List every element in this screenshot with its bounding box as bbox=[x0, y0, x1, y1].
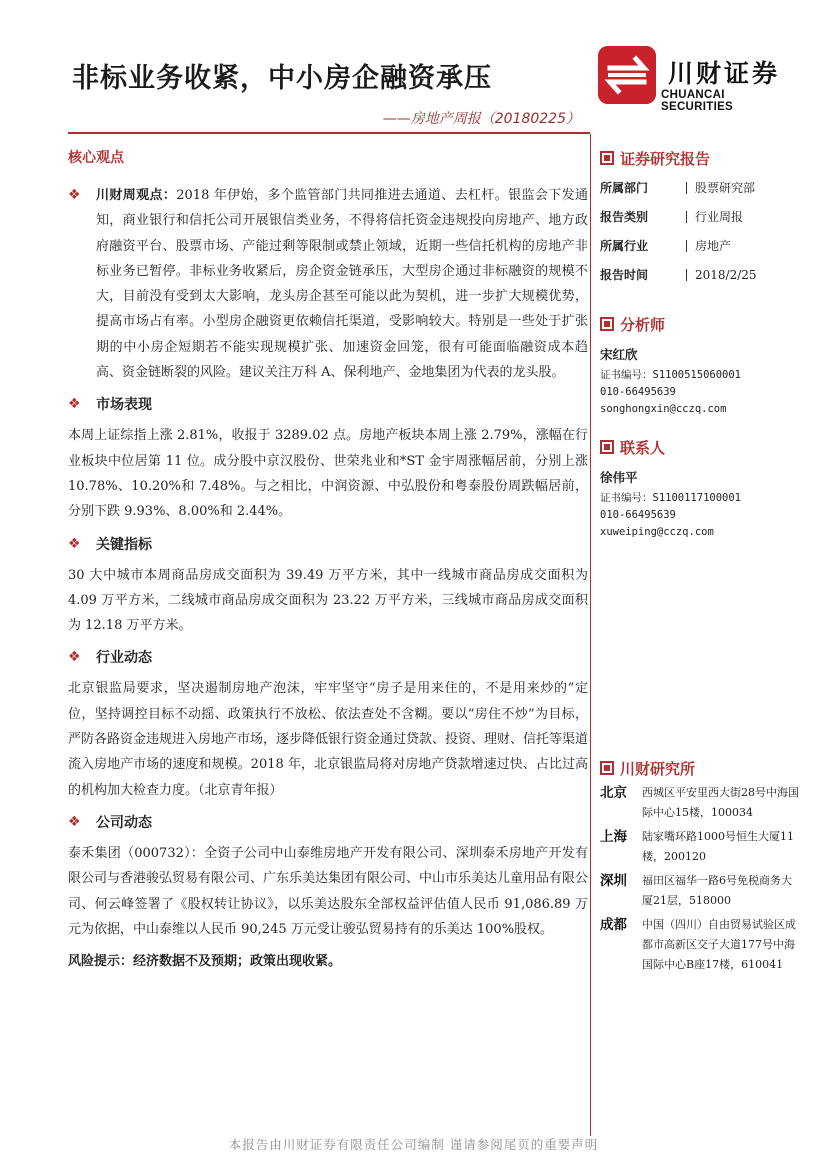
report-info-list bbox=[600, 173, 800, 289]
info-row: 报告类别 行业周报 bbox=[600, 209, 744, 224]
report-subtitle: ——房地产周报（20180225） bbox=[382, 111, 580, 127]
diamond-bullet-icon: ❖ bbox=[68, 187, 81, 203]
section-title: 市场表现 bbox=[96, 397, 152, 414]
analyst-name: 宋红欣 bbox=[600, 347, 638, 362]
report-title: 非标业务收紧，中小房企融资承压 bbox=[72, 63, 492, 94]
section-company-news bbox=[68, 811, 588, 942]
logo-name: 川财证券 bbox=[668, 59, 781, 88]
report-info-head: 证券研究报告 bbox=[600, 147, 800, 169]
section-text: 30 大中城市本周商品房成交面积为 39.49 万平方米，其中一线城市商品房成交面积为 4.09 万平方米，二线城市商品房成交面积为 23.22 万平方米，三线城市商品房成交面积为 12.18 万平方米。 bbox=[68, 567, 588, 634]
office-item: 深圳 福田区福华一路6号免税商务大厦21层，518000 bbox=[600, 873, 792, 907]
contact-phone: 010-66495639 bbox=[600, 509, 676, 521]
header-divider bbox=[68, 132, 590, 134]
contact-cert: 证书编号：S1100117100001 bbox=[600, 492, 742, 504]
square-bullet-icon bbox=[600, 440, 614, 454]
section-indicators bbox=[68, 533, 588, 639]
office-item: 成都 中国（四川）自由贸易试验区成都市高新区交子大道177号中海国际中心B座17楼，610041 bbox=[600, 917, 796, 971]
viewpoint-text: 2018 年伊始，多个监管部门共同推进去通道、去杠杆。银监会下发通知，商业银行和信托公司开展银信类业务，不得将信托资金违规投向房地产、地方政府融资平台、股票市场、产能过剩等限制或禁止领域，近期一些信托机构的房地产非标业务已暂停。非标业务收紧后，房企资金链承压，大型房企通过非标融资的规模不大，目前没有受到太大影响，龙头房企甚至可能以此为契机，进一步扩大规模优势，提高市场占有率。小型房企融资更依赖信托渠道，受影响较大。特别是一些处于扩张期的中小房企短期若不能实现规模扩张、加速资金回笼，很有可能面临融资成本趋高、资金链断裂的风险。建议关注万科 A、保利地产、金地集团为代表的龙头股。 bbox=[96, 188, 588, 381]
page-footer: 本报告由川财证券有限责任公司编制 谨请参阅尾页的重要声明 bbox=[228, 1137, 599, 1152]
info-row: 报告时间 2018/2/25 bbox=[600, 267, 757, 282]
section-industry-news bbox=[68, 646, 588, 802]
logo-english-name: CHUANCAI SECURITIES bbox=[661, 89, 734, 113]
contact-name: 徐伟平 bbox=[600, 470, 638, 485]
section-market bbox=[68, 393, 588, 524]
analyst-card bbox=[600, 345, 800, 418]
office-list bbox=[600, 783, 800, 975]
diamond-bullet-icon: ❖ bbox=[68, 535, 81, 552]
office-item: 北京 西城区平安里西大街28号中海国际中心15楼，100034 bbox=[600, 785, 799, 819]
contact-card bbox=[600, 468, 800, 541]
diamond-bullet-icon: ❖ bbox=[68, 813, 81, 830]
square-bullet-icon bbox=[600, 317, 614, 331]
section-text: 北京银监局要求，坚决遏制房地产泡沫，牢牢坚守“房子是用来住的，不是用来炒的”定位，坚持调控目标不动摇、政策执行不放松、依法查处不含糊。要以“房住不炒”为目标，严防各路资金违规进入房地产市场，逐步降低银行资金通过贷款、投资、理财、信托等渠道流入房地产市场的速度和规模。2018 年，北京银监局将对房地产贷款增速过快、占比过高的机构加大检查力度。（北京青年报） bbox=[68, 681, 589, 798]
diamond-bullet-icon: ❖ bbox=[68, 649, 81, 666]
sidebar bbox=[600, 147, 800, 975]
diamond-bullet-icon: ❖ bbox=[68, 396, 81, 413]
office-item: 上海 陆家嘴环路1000号恒生大厦11楼，200120 bbox=[600, 829, 794, 863]
logo-mark-icon bbox=[598, 46, 656, 104]
analyst-email[interactable]: songhongxin@cczq.com bbox=[600, 403, 727, 415]
core-view-title: 核心观点 bbox=[68, 150, 124, 166]
square-bullet-icon bbox=[600, 761, 614, 775]
contact-email[interactable]: xuweiping@cczq.com bbox=[600, 526, 714, 538]
info-row: 所属行业 房地产 bbox=[600, 238, 732, 253]
analyst-phone: 010-66495639 bbox=[600, 386, 676, 398]
analyst-head: 分析师 bbox=[600, 313, 800, 335]
column-divider bbox=[590, 134, 591, 1136]
viewpoint-lead: 川财周观点： bbox=[96, 188, 177, 203]
analyst-cert: 证书编号：S1100515060001 bbox=[600, 369, 742, 381]
company-logo bbox=[598, 46, 798, 113]
section-title: 公司动态 bbox=[96, 814, 152, 831]
section-title: 行业动态 bbox=[96, 650, 152, 667]
section-title: 关键指标 bbox=[96, 536, 152, 553]
risk-warning: 风险提示：经济数据不及预期；政策出现收紧。 bbox=[68, 954, 342, 970]
contact-head: 联系人 bbox=[600, 436, 800, 458]
main-column bbox=[68, 147, 588, 969]
square-bullet-icon bbox=[600, 151, 614, 165]
viewpoint-paragraph bbox=[68, 183, 588, 385]
section-text: 本周上证综指上涨 2.81%，收报于 3289.02 点。房地产板块本周上涨 2.79%，涨幅在行业板块中位居第 11 位。成分股中京汉股份、世荣兆业和*ST 金宇周涨幅居前，分别上涨 10.78%、10.20%和 7.48%。与之相比，中润资源、中弘股份和粤泰股份周跌幅居前，分别下跌 9.93%、8.00%和 2.44%。 bbox=[68, 428, 588, 520]
section-text: 泰禾集团（000732）：全资子公司中山泰维房地产开发有限公司、深圳泰禾房地产开发有限公司与香港骏弘贸易有限公司、广东乐美达集团有限公司、中山市乐美达儿童用品有限公司、何云峰签署了《股权转让协议》，以乐美达股东全部权益评估值人民币 91,086.89 万元为依据，中山泰维以人民币 90,245 万元受让骏弘贸易持有的乐美达 100%股权。 bbox=[68, 845, 589, 937]
info-row: 所属部门 股票研究部 bbox=[600, 180, 756, 195]
institute-head: 川财研究所 bbox=[600, 757, 800, 779]
